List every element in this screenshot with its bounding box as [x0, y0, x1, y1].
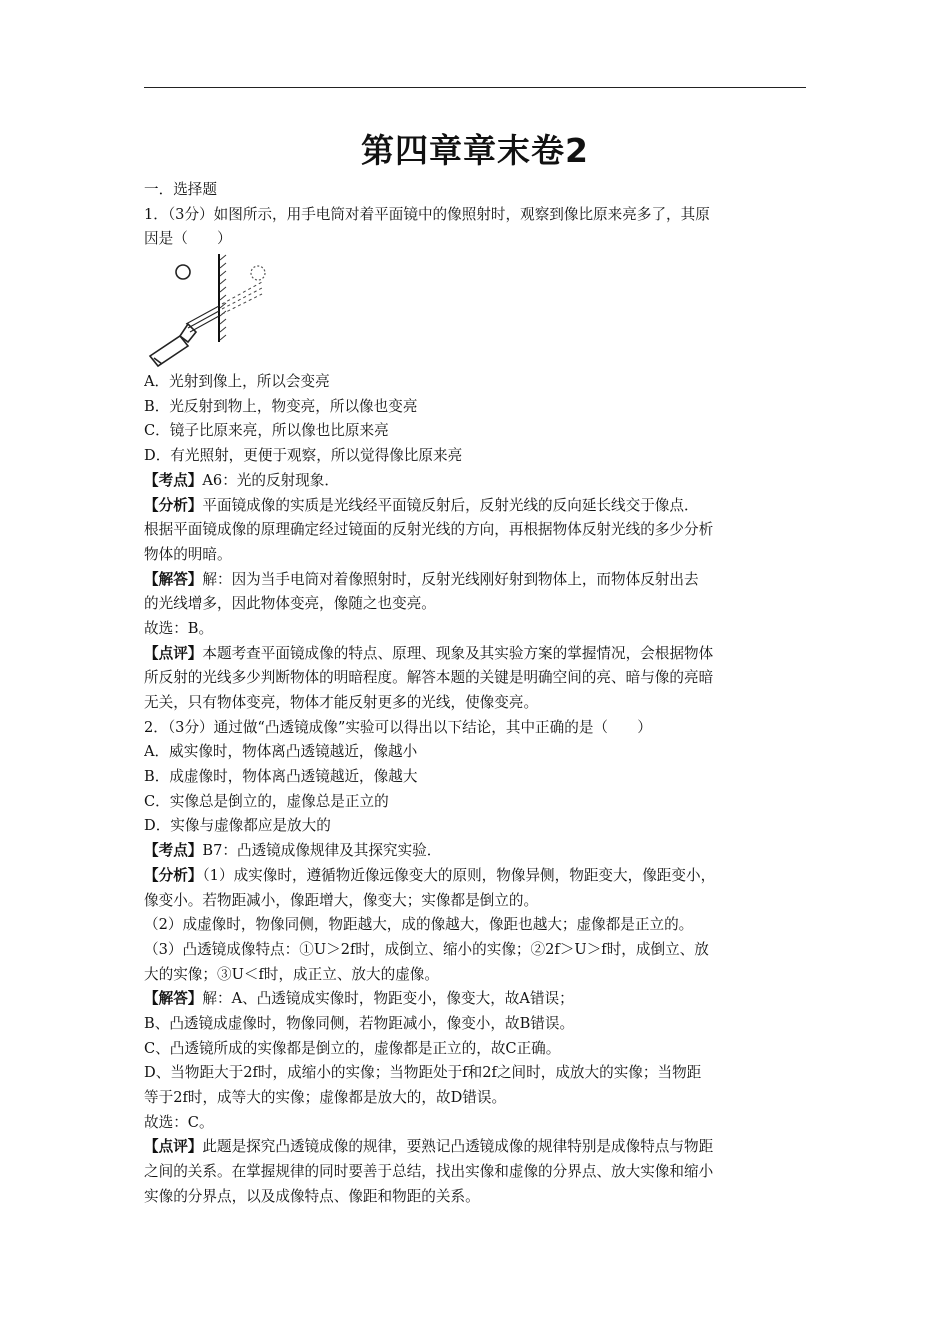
q1-jieda	[144, 568, 812, 593]
q1-fenxi-line: 根据平面镜成像的原理确定经过镜面的反射光线的方向，再根据物体反射光线的多少分析	[144, 521, 714, 539]
q1-answer: 故选：B。	[144, 619, 214, 637]
q1-option-a: A．光射到像上，所以会变亮	[144, 373, 330, 391]
kaodian-text: A6：光的反射现象．	[202, 471, 339, 489]
q2-jieda-line: C、凸透镜所成的实像都是倒立的，虚像都是正立的，故C正确。	[144, 1039, 561, 1057]
section-heading: 一．选择题	[144, 181, 217, 198]
fenxi-tag: 【分析】	[144, 496, 203, 514]
q1-fenxi	[144, 494, 812, 519]
jieda-text: 解：A、凸透镜成实像时，物距变小，像变大，故A错误；	[202, 990, 574, 1008]
object-ball	[176, 265, 190, 279]
light-rays	[186, 306, 219, 332]
q1-kaodian	[144, 469, 812, 494]
jieda-text: 解：因为当手电筒对着像照射时，反射光线刚好射到物体上，而物体反射出去	[202, 570, 699, 588]
q1-stem-line: 1．（3分）如图所示，用手电筒对着平面镜中的像照射时，观察到像比原来亮多了，其原	[144, 205, 710, 223]
dianping-tag: 【点评】	[144, 644, 203, 662]
q2-option-b: B．成虚像时，物体离凸透镜越近，像越大	[144, 768, 418, 786]
q2-dianping-line: 之间的关系。在掌握规律的同时要善于总结，找出实像和虚像的分界点、放大实像和缩小	[144, 1163, 714, 1181]
q2-jieda	[144, 987, 812, 1012]
q2-fenxi-line: 像变小。若物距减小，像距增大，像变大；实像都是倒立的。	[144, 891, 539, 909]
q2-fenxi	[144, 864, 812, 889]
q1-dianping-line: 无关，只有物体变亮，物体才能反射更多的光线，使像变亮。	[144, 694, 539, 711]
fenxi-text: （1）成实像时，遵循物近像远像变大的原则，物像异侧，物距变大，像距变小，	[202, 866, 716, 884]
q2-jieda-line: D、当物距大于2f时，成缩小的实像；当物距处于f和2f之间时，成放大的实像；当物距	[144, 1064, 702, 1082]
question-1	[144, 203, 812, 716]
q2-jieda-line: B、凸透镜成虚像时，物像同侧，若物距减小，像变小，故B错误。	[144, 1014, 575, 1032]
virtual-image-ball	[251, 266, 265, 280]
q2-option-d: D．实像与虚像都应是放大的	[144, 817, 331, 835]
q2-stem: 2．（3分）通过做“凸透镜成像”实验可以得出以下结论，其中正确的是（ ）	[144, 718, 652, 736]
q1-option-c: C．镜子比原来亮，所以像也比原来亮	[144, 422, 389, 440]
q1-fenxi-line: 物体的明暗。	[144, 545, 232, 563]
q2-answer: 故选：C。	[144, 1113, 214, 1131]
virtual-rays	[222, 282, 262, 314]
header-rule	[144, 87, 806, 88]
flashlight-mirror-diagram	[144, 254, 274, 370]
q2-fenxi-line: （3）凸透镜成像特点：①U＞2f时，成倒立、缩小的实像；②2f＞U＞f时，成倒立、放	[144, 940, 709, 958]
dianping-text: 此题是探究凸透镜成像的规律，要熟记凸透镜成像的规律特别是成像特点与物距	[202, 1138, 714, 1156]
q2-kaodian	[144, 839, 812, 864]
jieda-tag: 【解答】	[144, 570, 203, 588]
q2-dianping	[144, 1135, 812, 1160]
q2-dianping-line: 实像的分界点，以及成像特点、像距和物距的关系。	[144, 1187, 480, 1205]
q2-option-c: C．实像总是倒立的，虚像总是正立的	[144, 792, 389, 810]
question-2	[144, 716, 812, 1210]
kaodian-text: B7：凸透镜成像规律及其探究实验．	[202, 842, 442, 860]
kaodian-tag: 【考点】	[144, 471, 203, 489]
q1-dianping	[144, 642, 812, 667]
dianping-tag: 【点评】	[144, 1138, 203, 1156]
q2-fenxi-line: （2）成虚像时，物像同侧，物距越大，成的像越大，像距也越大；虚像都是正立的。	[144, 916, 694, 934]
q1-stem-line: 因是（ ）	[144, 230, 232, 248]
flashlight	[150, 324, 196, 366]
kaodian-tag: 【考点】	[144, 842, 203, 860]
fenxi-text: 平面镜成像的实质是光线经平面镜反射后，反射光线的反向延长线交于像点．	[202, 496, 699, 514]
q1-jieda-line: 的光线增多，因此物体变亮，像随之也变亮。	[144, 595, 436, 613]
q2-option-a: A．威实像时，物体离凸透镜越近，像越小	[144, 743, 418, 761]
document-body	[144, 178, 812, 1209]
q2-jieda-line: 等于2f时，成等大的实像；虚像都是放大的，故D错误。	[144, 1089, 507, 1106]
fenxi-tag: 【分析】	[144, 866, 203, 884]
q1-dianping-line: 所反射的光线多少判断物体的明暗程度。解答本题的关键是明确空间的亮、暗与像的亮暗	[144, 669, 714, 687]
q1-option-b: B．光反射到物上，物变亮，所以像也变亮	[144, 397, 418, 415]
dianping-text: 本题考查平面镜成像的特点、原理、现象及其实验方案的掌握情况，会根据物体	[202, 644, 714, 662]
q2-fenxi-line: 大的实像；③U＜f时，成正立、放大的虚像。	[144, 965, 439, 983]
page-title: 第四章章末卷2	[361, 131, 589, 170]
q1-option-d: D．有光照射，更便于观察，所以觉得像比原来亮	[144, 447, 463, 465]
q1-figure	[144, 252, 812, 370]
mirror-hatching	[220, 255, 226, 340]
jieda-tag: 【解答】	[144, 990, 203, 1008]
